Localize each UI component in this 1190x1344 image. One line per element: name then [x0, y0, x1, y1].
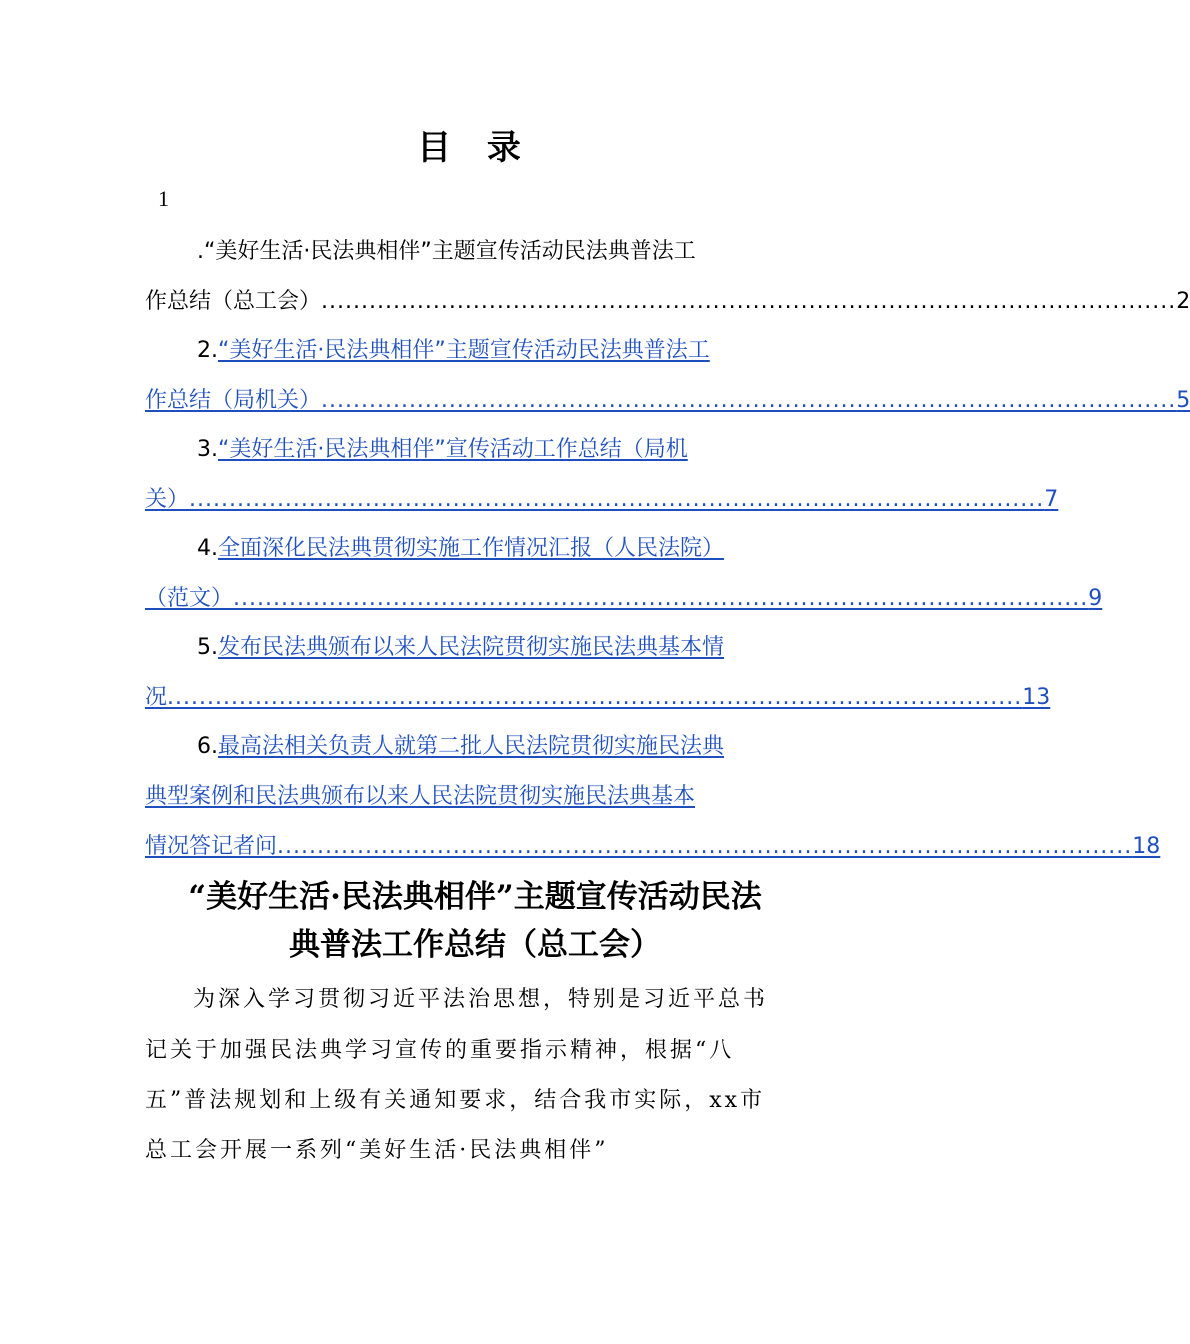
- toc-entry-3-page: 7: [1044, 487, 1059, 512]
- toc-entry-5-line2[interactable]: [145, 678, 1051, 718]
- article-heading-line2: 典普法工作总结（总工会）: [289, 927, 661, 963]
- toc-entry-6-link[interactable]: 最高法相关负责人就第二批人民法院贯彻实施民法典: [218, 734, 725, 759]
- toc-leader-dots: ...........................................................................................................: [233, 586, 1089, 611]
- toc-entry-1-title: “美好生活·民法典相伴”主题宣传活动民法典普法工: [204, 239, 696, 264]
- article-heading-line1: “美好生活·民法典相伴”主题宣传活动民法: [188, 879, 762, 915]
- toc-entry-5-page: 13: [1022, 685, 1051, 710]
- toc-entry-5-title-cont: 况: [145, 685, 168, 710]
- toc-entry-1-line2: [145, 282, 1190, 322]
- toc-entry-6-number: 6.: [197, 734, 218, 759]
- toc-entry-4-line1: [145, 529, 807, 569]
- toc-entry-1-line1: [145, 232, 807, 272]
- toc-entry-4-link[interactable]: 全面深化民法典贯彻实施工作情况汇报（人民法院）: [218, 536, 725, 561]
- toc-entry-3-line1: [145, 430, 807, 470]
- toc-entry-2-page: 5: [1176, 388, 1190, 413]
- toc-entry-2-number: 2.: [197, 338, 218, 363]
- toc-entry-6-line3[interactable]: [145, 827, 1161, 867]
- toc-entry-2-link[interactable]: “美好生活·民法典相伴”主题宣传活动民法典普法工: [218, 338, 710, 363]
- toc-entry-4-page: 9: [1088, 586, 1103, 611]
- toc-leader-dots: ...........................................................................................................: [167, 685, 1023, 710]
- toc-leader-dots: ...........................................................................................................: [189, 487, 1045, 512]
- toc-entry-3-link[interactable]: “美好生活·民法典相伴”宣传活动工作总结（局机: [218, 437, 688, 462]
- toc-entry-6-title-cont: 典型案例和民法典颁布以来人民法院贯彻实施民法典基本: [145, 784, 696, 809]
- toc-entry-6-line2[interactable]: [145, 777, 807, 817]
- toc-title: 目 录: [417, 128, 533, 168]
- toc-entry-6-title-cont2: 情况答记者问: [145, 834, 278, 859]
- toc-entry-4-title-cont: （范文）: [145, 586, 234, 611]
- toc-entry-3-line2[interactable]: [145, 480, 1059, 520]
- toc-entry-3-number: 3.: [197, 437, 218, 462]
- toc-entry-2-title-cont: 作总结（局机关）: [145, 388, 322, 413]
- article-paragraph-line: 记关于加强民法典学习宣传的重要指示精神，根据“八: [145, 1038, 735, 1063]
- toc-entry-1-title-cont: 作总结（总工会）: [145, 289, 322, 314]
- toc-entry-5-line1: [145, 628, 807, 668]
- toc-leader-dots: ...........................................................................................................: [277, 834, 1133, 859]
- toc-entry-1-page: 2: [1176, 289, 1190, 314]
- article-paragraph-line: 五”普法规划和上级有关通知要求，结合我市实际，xx市: [145, 1088, 766, 1113]
- toc-leader-dots: ...........................................................................................................: [321, 289, 1177, 314]
- toc-stray-number: 1: [158, 186, 169, 211]
- toc-entry-2-line2[interactable]: [145, 381, 1190, 421]
- toc-entry-4-line2[interactable]: [145, 579, 1103, 619]
- toc-entry-6-line1: [145, 727, 807, 767]
- article-paragraph-line: 总工会开展一系列“美好生活·民法典相伴”: [145, 1138, 609, 1163]
- article-paragraph-line: 为深入学习贯彻习近平法治思想，特别是习近平总书: [193, 987, 769, 1012]
- toc-entry-5-number: 5.: [197, 635, 218, 660]
- toc-entry-2-line1: [145, 331, 807, 371]
- toc-entry-4-number: 4.: [197, 536, 218, 561]
- toc-entry-3-title-cont: 关）: [145, 487, 190, 512]
- toc-entry-5-link[interactable]: 发布民法典颁布以来人民法院贯彻实施民法典基本情: [218, 635, 725, 660]
- toc-entry-1-prefix: .: [197, 239, 204, 264]
- toc-entry-6-page: 18: [1132, 834, 1161, 859]
- toc-leader-dots: ...........................................................................................................: [321, 388, 1177, 413]
